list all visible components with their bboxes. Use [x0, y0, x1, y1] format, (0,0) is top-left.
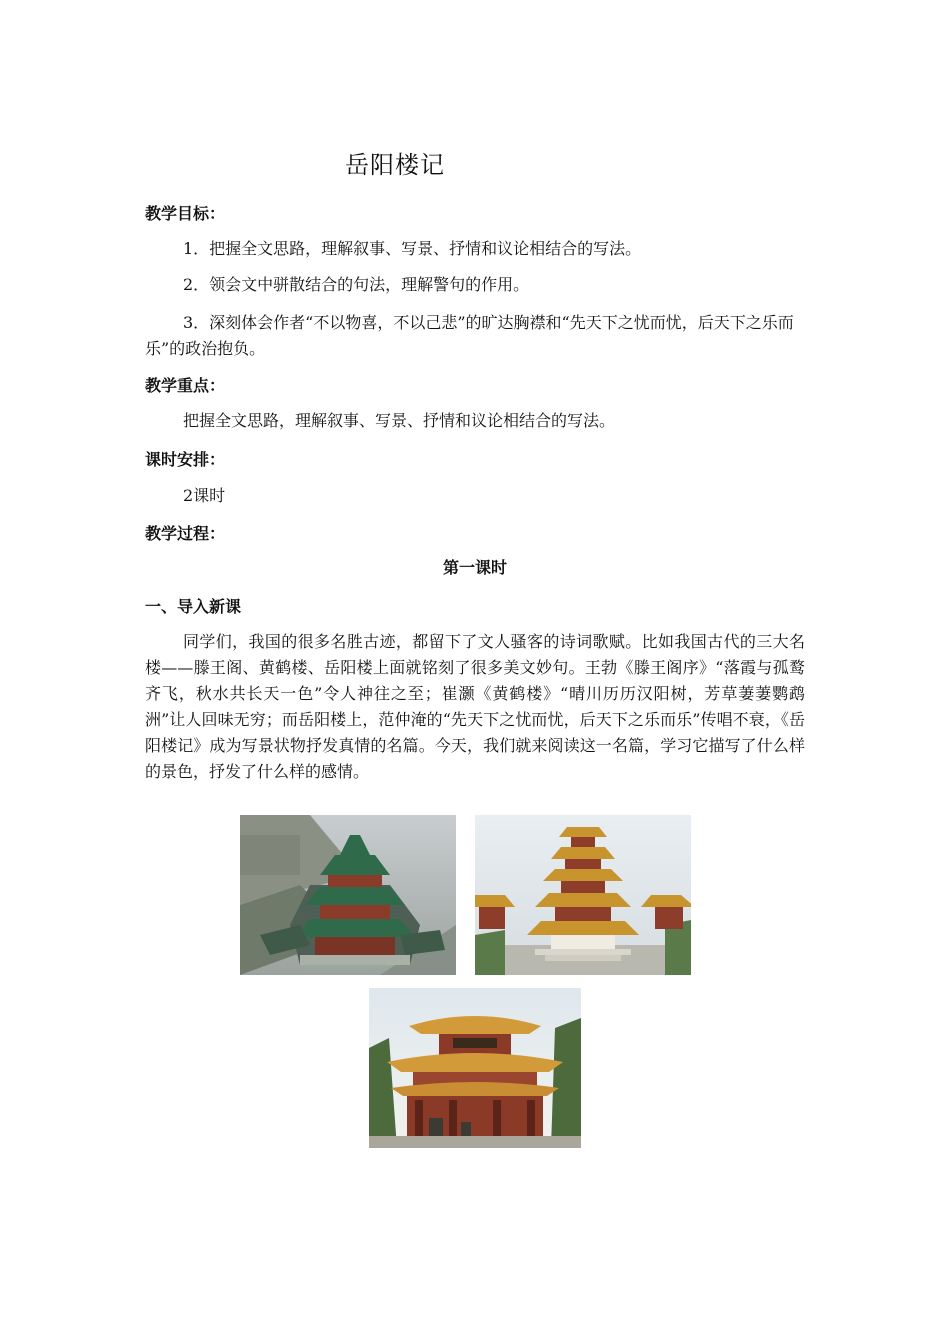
photo-tall-tower — [475, 815, 691, 975]
objectives-heading: 教学目标： — [145, 204, 226, 223]
objective-item-1: 1．把握全文思路，理解叙事、写景、抒情和议论相结合的写法。 — [183, 239, 642, 258]
intro-paragraph: 同学们，我国的很多名胜古迹，都留下了文人骚客的诗词歌赋。比如我国古代的三大名楼——滕王阁、黄鹤楼、岳阳楼上面就铭刻了很多美文妙句。王勃《滕王阁序》“落霞与孤鹜齐飞，秋水共长天一色”令人神往之至；崔灏《黄鹤楼》“晴川历历汉阳树，芳草萋萋鹦鹉洲”让人回味无穷；而岳阳楼上，范仲淹的“先天下之忧而忧，后天下之乐而乐”传唱不衰，《岳阳楼记》成为写景状物抒发真情的名篇。今天，我们就来阅读这一名篇，学习它描写了什么样的景色，抒发了什么样的感情。 — [145, 632, 805, 781]
process-heading: 教学过程： — [145, 524, 226, 543]
document-title: 岳阳楼记 — [345, 151, 445, 179]
objective-item-2: 2．领会文中骈散结合的句法，理解警句的作用。 — [183, 275, 530, 294]
key-points-heading: 教学重点： — [145, 376, 226, 395]
photo-aerial-pavilion — [240, 815, 456, 975]
lesson-title: 第一课时 — [442, 558, 507, 577]
schedule-heading: 课时安排： — [145, 450, 226, 469]
schedule-text: 2课时 — [183, 486, 226, 505]
section-heading: 一、导入新课 — [145, 597, 242, 616]
objective-item-3: 3．深刻体会作者“不以物喜，不以己悲”的旷达胸襟和“先天下之忧而忧，后天下之乐而乐”的政治抱负。 — [145, 313, 794, 358]
key-points-text: 把握全文思路，理解叙事、写景、抒情和议论相结合的写法。 — [183, 411, 616, 430]
photo-yueyang-tower — [369, 988, 581, 1148]
